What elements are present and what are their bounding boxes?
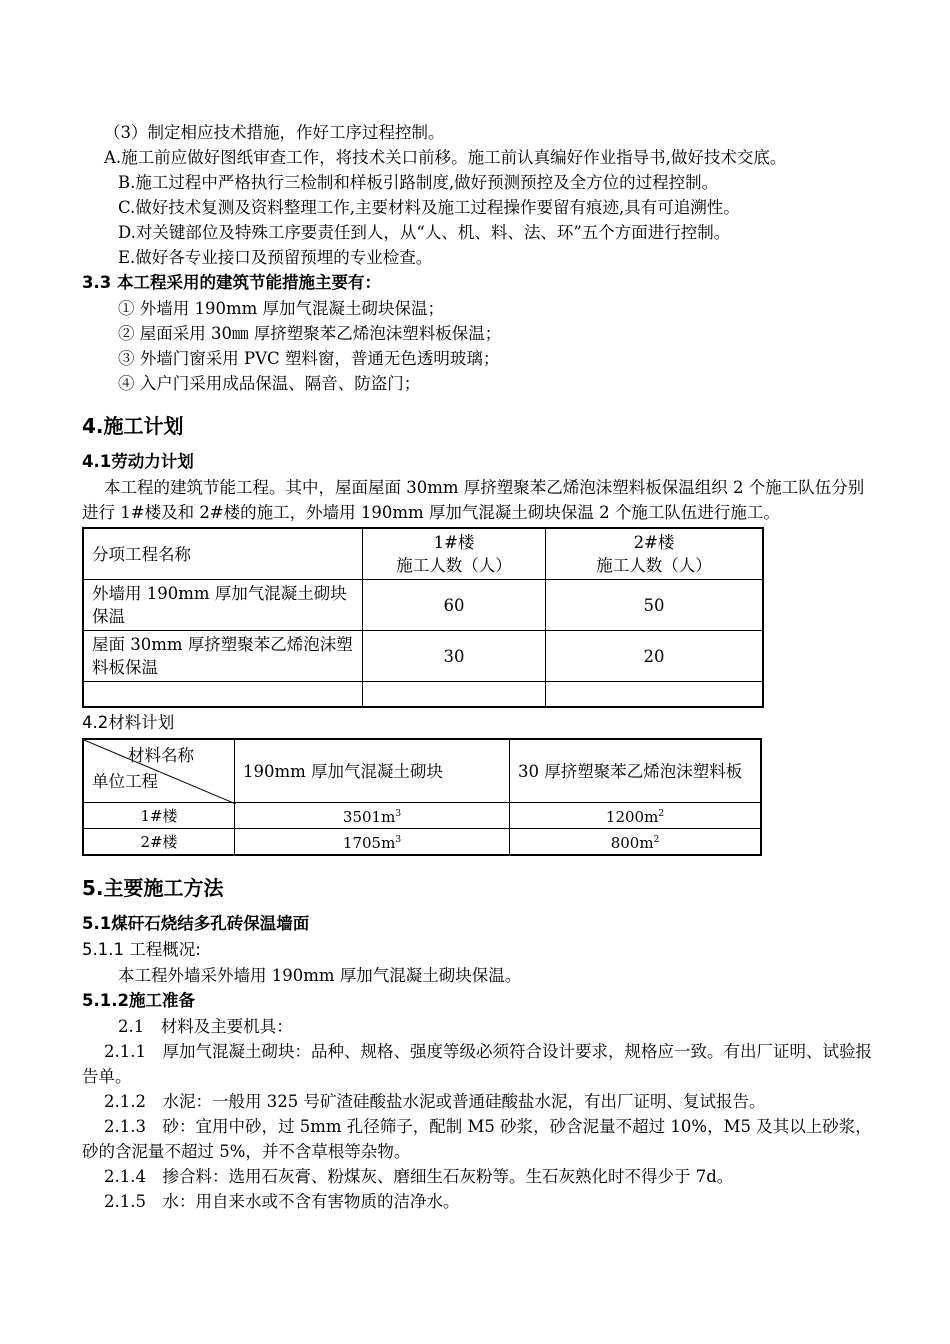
list-item: ③ 外墙门窗采用 PVC 塑料窗，普通无色透明玻璃；: [118, 349, 500, 368]
labor-plan-table: [82, 527, 764, 708]
table-cell: [363, 682, 546, 708]
text-line: 2.1 材料及主要机具：: [118, 1017, 293, 1036]
value: 1705m: [342, 834, 396, 852]
cell-line: 施工人数（人）: [396, 556, 512, 575]
text-line: 2.1.5 水：用自来水或不含有害物质的洁净水。: [104, 1192, 460, 1211]
unit-exponent: 3: [395, 835, 402, 845]
corner-label-top: 材料名称: [128, 746, 194, 765]
table-cell: 分项工程名称: [83, 528, 363, 580]
table-row: [83, 580, 763, 631]
table-row: [83, 829, 761, 856]
cell-line: 施工人数（人）: [596, 556, 712, 575]
text-line: 2.1.2 水泥：一般用 325 号矿渣硅酸盐水泥或普通硅酸盐水泥，有出厂证明、复试报告。: [104, 1092, 766, 1111]
text-line: C.做好技术复测及资料整理工作,主要材料及施工过程操作要留有痕迹,具有可追溯性。: [118, 198, 740, 217]
table-cell: 30: [363, 631, 546, 682]
text-line: 2.1.4 掺合料：选用石灰膏、粉煤灰、磨细生石灰粉等。生石灰熟化时不得少于 7d。: [104, 1167, 734, 1186]
table-cell: 20: [546, 631, 764, 682]
subsection-heading-4-2: 4.2材料计划: [82, 713, 175, 732]
table-cell: [83, 682, 363, 708]
table-cell: 2#楼: [83, 829, 235, 856]
text-line: B.施工过程中严格执行三检制和样板引路制度,做好预测预控及全方位的过程控制。: [118, 173, 719, 192]
table-cell: 屋面 30mm 厚挤塑聚苯乙烯泡沫塑料板保温: [83, 631, 363, 682]
text-line: 2.1.3 砂：宜用中砂，过 5mm 孔径筛子，配制 M5 砂浆，砂含泥量不超过 10%，M5 及其以上砂浆，砂的含泥量不超过 5%，并不含草根等杂物。: [82, 1117, 872, 1161]
table-row: [83, 631, 763, 682]
section-heading-5: 5.主要施工方法: [82, 876, 224, 900]
table-header-row: [83, 739, 761, 803]
unit-exponent: 2: [658, 809, 665, 819]
document-page: [82, 120, 872, 1214]
table-cell: 外墙用 190mm 厚加气混凝土砌块保温: [83, 580, 363, 631]
table-cell: 1#楼: [83, 803, 235, 829]
text-line: 2.1.1 厚加气混凝土砌块：品种、规格、强度等级必须符合设计要求，规格应一致。有出厂证明、试验报告单。: [82, 1042, 872, 1086]
text-line: A.施工前应做好图纸审查工作，将技术关口前移。施工前认真编好作业指导书,做好技术交底。: [104, 148, 787, 167]
value: 1200m: [605, 808, 659, 826]
paragraph: 本工程的建筑节能工程。其中，屋面屋面 30mm 厚挤塑聚苯乙烯泡沫塑料板保温组织 2 个施工队伍分别进行 1#楼及和 2#楼的施工，外墙用 190mm 厚加气混凝土砌块保温 2 个施工队伍进行施工。: [82, 478, 865, 522]
subsection-heading-5-1: 5.1煤矸石烧结多孔砖保温墙面: [82, 914, 310, 933]
list-item: ② 屋面采用 30㎜ 厚挤塑聚苯乙烯泡沫塑料板保温；: [118, 324, 502, 343]
subsection-heading-5-1-2: 5.1.2施工准备: [82, 991, 195, 1010]
text-line: D.对关键部位及特殊工序要责任到人，从“人、机、料、法、环”五个方面进行控制。: [118, 223, 731, 242]
list-item: ① 外墙用 190mm 厚加气混凝土砌块保温；: [118, 299, 445, 318]
table-cell: 50: [546, 580, 764, 631]
value: 3501m: [342, 808, 396, 826]
corner-label-bottom: 单位工程: [92, 772, 158, 791]
table-cell: [235, 829, 510, 856]
cell-line: 2#楼: [633, 533, 675, 552]
text-line: E.做好各专业接口及预留预埋的专业检查。: [118, 248, 433, 267]
section-heading-3-3: 3.3 本工程采用的建筑节能措施主要有：: [82, 273, 381, 292]
unit-exponent: 2: [653, 835, 660, 845]
list-item: ④ 入户门采用成品保温、隔音、防盗门；: [118, 374, 421, 393]
table-cell: 190mm 厚加气混凝土砌块: [235, 739, 510, 803]
unit-exponent: 3: [395, 809, 402, 819]
cell-line: 1#楼: [433, 533, 475, 552]
paragraph: 本工程外墙采外墙用 190mm 厚加气混凝土砌块保温。: [118, 966, 522, 985]
table-row: [83, 803, 761, 829]
table-cell: 60: [363, 580, 546, 631]
table-cell: [546, 682, 764, 708]
section-heading-4: 4.施工计划: [82, 414, 184, 438]
table-cell: [235, 803, 510, 829]
text-line: （3）制定相应技术措施，作好工序过程控制。: [104, 123, 445, 142]
diagonal-header-cell: [83, 739, 235, 803]
subsection-heading-5-1-1: 5.1.1 工程概况:: [82, 940, 201, 959]
material-plan-table: [82, 738, 762, 856]
table-row-empty: [83, 682, 763, 708]
table-cell: 30 厚挤塑聚苯乙烯泡沫塑料板: [510, 739, 762, 803]
value: 800m: [610, 834, 654, 852]
table-cell: [363, 528, 546, 580]
table-header-row: [83, 528, 763, 580]
table-cell: [510, 829, 762, 856]
subsection-heading-4-1: 4.1劳动力计划: [82, 452, 194, 471]
table-cell: [510, 803, 762, 829]
table-cell: [546, 528, 764, 580]
